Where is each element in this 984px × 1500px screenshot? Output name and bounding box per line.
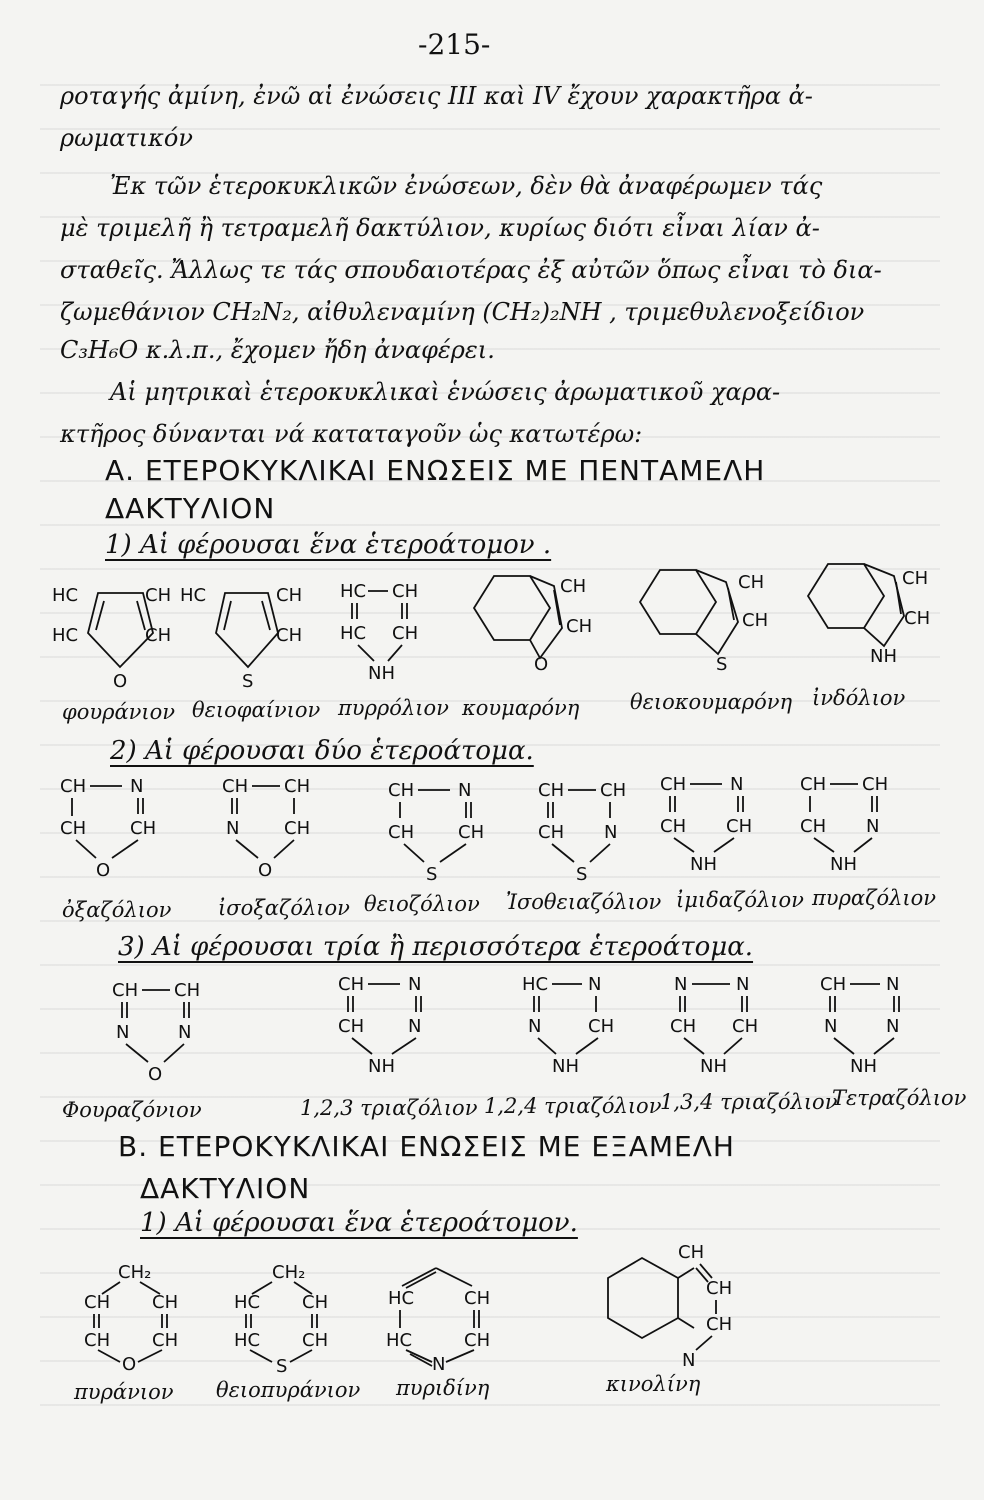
isoxazole-structure bbox=[222, 772, 342, 882]
atom-label: CH bbox=[706, 1314, 733, 1335]
atom-label: CH bbox=[152, 1292, 179, 1313]
paragraph-line: ροταγής ἀμίνη, ἐνῶ αἱ ἐνώσεις III καὶ IV ἔχουν χαρακτῆρα ἀ- bbox=[60, 82, 813, 110]
atom-label: N bbox=[866, 816, 880, 837]
atom-label: HC bbox=[234, 1292, 261, 1313]
atom-label: CH bbox=[732, 1016, 759, 1037]
atom-label: N bbox=[736, 974, 750, 995]
atom-label: CH bbox=[338, 974, 365, 995]
atom-label: S bbox=[276, 1356, 288, 1377]
compound-name: κινολίνη bbox=[606, 1372, 701, 1396]
atom-label: O bbox=[534, 654, 549, 675]
compound-name: 1,2,3 τριαζόλιον bbox=[300, 1096, 478, 1120]
thiocoumarone-structure bbox=[630, 560, 800, 675]
paragraph-line: Αἱ μητρικαὶ ἑτεροκυκλικαὶ ἑνώσεις ἀρωματικοῦ χαρα- bbox=[110, 378, 781, 406]
atom-label: CH bbox=[284, 818, 311, 839]
atom-label: CH bbox=[112, 980, 139, 1001]
compound-name: Φουραζόνιον bbox=[62, 1098, 202, 1122]
atom-label: N bbox=[408, 1016, 422, 1037]
atom-label: CH bbox=[560, 576, 587, 597]
atom-label: NH bbox=[850, 1056, 877, 1077]
atom-label: N bbox=[886, 974, 900, 995]
isothiazole-structure bbox=[538, 776, 658, 886]
atom-label: HC bbox=[386, 1330, 413, 1351]
atom-label: N bbox=[886, 1016, 900, 1037]
atom-label: CH bbox=[660, 774, 687, 795]
atom-label: N bbox=[528, 1016, 542, 1037]
atom-label: CH bbox=[902, 568, 929, 589]
atom-label: CH bbox=[800, 816, 827, 837]
pyridine-structure bbox=[382, 1258, 512, 1375]
atom-label: HC bbox=[388, 1288, 415, 1309]
furazan-structure bbox=[112, 976, 232, 1086]
atom-label: CH bbox=[152, 1330, 179, 1351]
thiopyran-structure bbox=[232, 1262, 352, 1377]
section-heading-b: Β. ΕΤΕΡΟΚΥΚΛΙΚΑΙ ΕΝΩΣΕΙΣ ΜΕ ΕΞΑΜΕΛΗ bbox=[118, 1130, 735, 1163]
quinoline-structure bbox=[588, 1242, 768, 1382]
atom-label: HC bbox=[52, 585, 79, 606]
paragraph-line: ζωμεθάνιον CH₂N₂, αἰθυλεναμίνη (CH₂)₂NH , τριμεθυλενοξείδιον bbox=[60, 298, 865, 326]
atom-label: S bbox=[576, 864, 588, 885]
atom-label: N bbox=[588, 974, 602, 995]
atom-label: HC bbox=[234, 1330, 261, 1351]
atom-label: N bbox=[116, 1022, 130, 1043]
compound-name: πυραζόλιον bbox=[812, 886, 937, 910]
atom-label: HC bbox=[52, 625, 79, 646]
atom-label: CH bbox=[670, 1016, 697, 1037]
compound-name: πυρρόλιον bbox=[338, 696, 449, 720]
paragraph-line: Ἐκ τῶν ἑτεροκυκλικῶν ἐνώσεων, δὲν θὰ ἀναφέρωμεν τάς bbox=[110, 172, 823, 200]
atom-label: HC bbox=[180, 585, 207, 606]
atom-label: CH bbox=[130, 818, 157, 839]
compound-name: θειοφαίνιον bbox=[192, 698, 321, 722]
atom-label: N bbox=[432, 1354, 446, 1375]
atom-label: N bbox=[408, 974, 422, 995]
subsection-b1: 1) Αἱ φέρουσαι ἕνα ἑτεροάτομον. bbox=[140, 1208, 578, 1238]
subsection-a3: 3) Αἱ φέρουσαι τρία ἢ περισσότερα ἑτεροάτομα. bbox=[118, 932, 754, 962]
imidazole-structure bbox=[660, 770, 780, 880]
atom-label: CH bbox=[145, 625, 172, 646]
compound-name: ἰσοξαζόλιον bbox=[218, 896, 350, 920]
atom-label: CH bbox=[742, 610, 769, 631]
atom-label: CH bbox=[588, 1016, 615, 1037]
thiophene-structure bbox=[180, 575, 320, 690]
compound-name: 1,3,4 τριαζόλιον bbox=[660, 1090, 838, 1114]
section-heading-a: Α. ΕΤΕΡΟΚΥΚΛΙΚΑΙ ΕΝΩΣΕΙΣ ΜΕ ΠΕΝΤΑΜΕΛΗ bbox=[105, 454, 766, 487]
compound-name: ἰνδόλιον bbox=[812, 686, 906, 710]
atom-label: CH bbox=[284, 776, 311, 797]
compound-name: θειοκουμαρόνη bbox=[630, 690, 793, 714]
atom-label: N bbox=[674, 974, 688, 995]
subsection-a1: 1) Αἱ φέρουσαι ἕνα ἑτεροάτομον . bbox=[105, 530, 552, 560]
atom-label: CH bbox=[276, 585, 303, 606]
compound-name: Τετραζόλιον bbox=[832, 1086, 967, 1110]
atom-label: CH bbox=[60, 818, 87, 839]
atom-label: CH bbox=[222, 776, 249, 797]
atom-label: CH bbox=[600, 780, 627, 801]
atom-label: N bbox=[604, 822, 618, 843]
triazole-134-structure bbox=[670, 970, 790, 1080]
atom-label: CH bbox=[738, 572, 765, 593]
atom-label: N bbox=[824, 1016, 838, 1037]
compound-name: ἰμιδαζόλιον bbox=[676, 888, 804, 912]
atom-label: CH bbox=[84, 1292, 111, 1313]
atom-label: NH bbox=[700, 1056, 727, 1077]
atom-label: CH bbox=[660, 816, 687, 837]
compound-name: ὀξαζόλιον bbox=[62, 898, 172, 922]
compound-name: θειοπυράνιον bbox=[216, 1378, 361, 1402]
atom-label: CH bbox=[904, 608, 931, 629]
atom-label: CH bbox=[276, 625, 303, 646]
tetrazole-structure bbox=[820, 970, 940, 1080]
atom-label: S bbox=[426, 864, 438, 885]
atom-label: CH₂ bbox=[118, 1262, 152, 1283]
atom-label: CH bbox=[392, 623, 419, 644]
atom-label: NH bbox=[368, 1056, 395, 1077]
paragraph-line: κτῆρος δύνανται νά καταταγοῦν ὡς κατωτέρω: bbox=[60, 420, 643, 448]
atom-label: NH bbox=[830, 854, 857, 875]
atom-label: N bbox=[226, 818, 240, 839]
atom-label: S bbox=[716, 654, 728, 675]
atom-label: O bbox=[122, 1354, 137, 1375]
atom-label: CH bbox=[538, 822, 565, 843]
paragraph-line: ρωματικόν bbox=[60, 124, 193, 152]
compound-name: πυριδίνη bbox=[396, 1376, 490, 1400]
compound-name: φουράνιον bbox=[62, 700, 176, 724]
atom-label: CH bbox=[302, 1292, 329, 1313]
atom-label: N bbox=[682, 1350, 696, 1371]
atom-label: N bbox=[178, 1022, 192, 1043]
compound-name: θειοζόλιον bbox=[364, 892, 480, 916]
atom-label: N bbox=[730, 774, 744, 795]
atom-label: CH bbox=[84, 1330, 111, 1351]
atom-label: CH bbox=[464, 1330, 491, 1351]
page-number: -215- bbox=[418, 28, 491, 61]
pyrrole-structure bbox=[330, 575, 440, 690]
atom-label: NH bbox=[690, 854, 717, 875]
furan-structure bbox=[48, 575, 188, 690]
atom-label: CH₂ bbox=[272, 1262, 306, 1283]
paragraph-line: C₃H₆O κ.λ.π., ἔχομεν ἤδη ἀναφέρει. bbox=[60, 336, 495, 364]
atom-label: CH bbox=[820, 974, 847, 995]
atom-label: CH bbox=[678, 1242, 705, 1263]
atom-label: O bbox=[113, 671, 128, 692]
atom-label: S bbox=[242, 671, 254, 692]
paragraph-line: μὲ τριμελῆ ἢ τετραμελῆ δακτύλιον, κυρίως διότι εἶναι λίαν ἀ- bbox=[60, 214, 820, 242]
atom-label: CH bbox=[388, 780, 415, 801]
atom-label: O bbox=[96, 860, 111, 881]
atom-label: CH bbox=[566, 616, 593, 637]
atom-label: CH bbox=[388, 822, 415, 843]
atom-label: O bbox=[148, 1064, 163, 1085]
atom-label: HC bbox=[522, 974, 549, 995]
atom-label: CH bbox=[60, 776, 87, 797]
triazole-124-structure bbox=[522, 970, 642, 1080]
section-heading-b-line2: ΔΑΚΤΥΛΙΟΝ bbox=[140, 1172, 311, 1205]
compound-name: κουμαρόνη bbox=[462, 696, 580, 720]
section-heading-a-line2: ΔΑΚΤΥΛΙΟΝ bbox=[105, 492, 276, 525]
atom-label: CH bbox=[862, 774, 889, 795]
atom-label: CH bbox=[706, 1278, 733, 1299]
atom-label: CH bbox=[302, 1330, 329, 1351]
atom-label: CH bbox=[338, 1016, 365, 1037]
thiazole-structure bbox=[388, 776, 508, 886]
pyran-structure bbox=[82, 1262, 202, 1375]
paragraph-line: σταθεῖς. Ἄλλως τε τάς σπουδαιοτέρας ἐξ αὐτῶν ὅπως εἶναι τὸ δια- bbox=[60, 256, 882, 284]
atom-label: N bbox=[130, 776, 144, 797]
atom-label: CH bbox=[726, 816, 753, 837]
atom-label: NH bbox=[870, 646, 897, 667]
triazole-123-structure bbox=[338, 970, 458, 1080]
atom-label: N bbox=[458, 780, 472, 801]
coumarone-structure bbox=[462, 570, 622, 675]
atom-label: O bbox=[258, 860, 273, 881]
indole-structure bbox=[796, 552, 966, 667]
atom-label: CH bbox=[538, 780, 565, 801]
atom-label: HC bbox=[340, 581, 367, 602]
atom-label: CH bbox=[800, 774, 827, 795]
atom-label: CH bbox=[174, 980, 201, 1001]
compound-name: 1,2,4 τριαζόλιον bbox=[484, 1094, 662, 1118]
atom-label: CH bbox=[464, 1288, 491, 1309]
atom-label: CH bbox=[392, 581, 419, 602]
atom-label: NH bbox=[368, 663, 395, 684]
compound-name: Ἰσοθειαζόλιον bbox=[506, 890, 662, 914]
atom-label: HC bbox=[340, 623, 367, 644]
atom-label: NH bbox=[552, 1056, 579, 1077]
atom-label: CH bbox=[458, 822, 485, 843]
atom-label: CH bbox=[145, 585, 172, 606]
pyrazole-structure bbox=[800, 770, 920, 880]
oxazole-structure bbox=[60, 772, 180, 882]
subsection-a2: 2) Αἱ φέρουσαι δύο ἑτεροάτομα. bbox=[110, 736, 534, 766]
compound-name: πυράνιον bbox=[74, 1380, 174, 1404]
